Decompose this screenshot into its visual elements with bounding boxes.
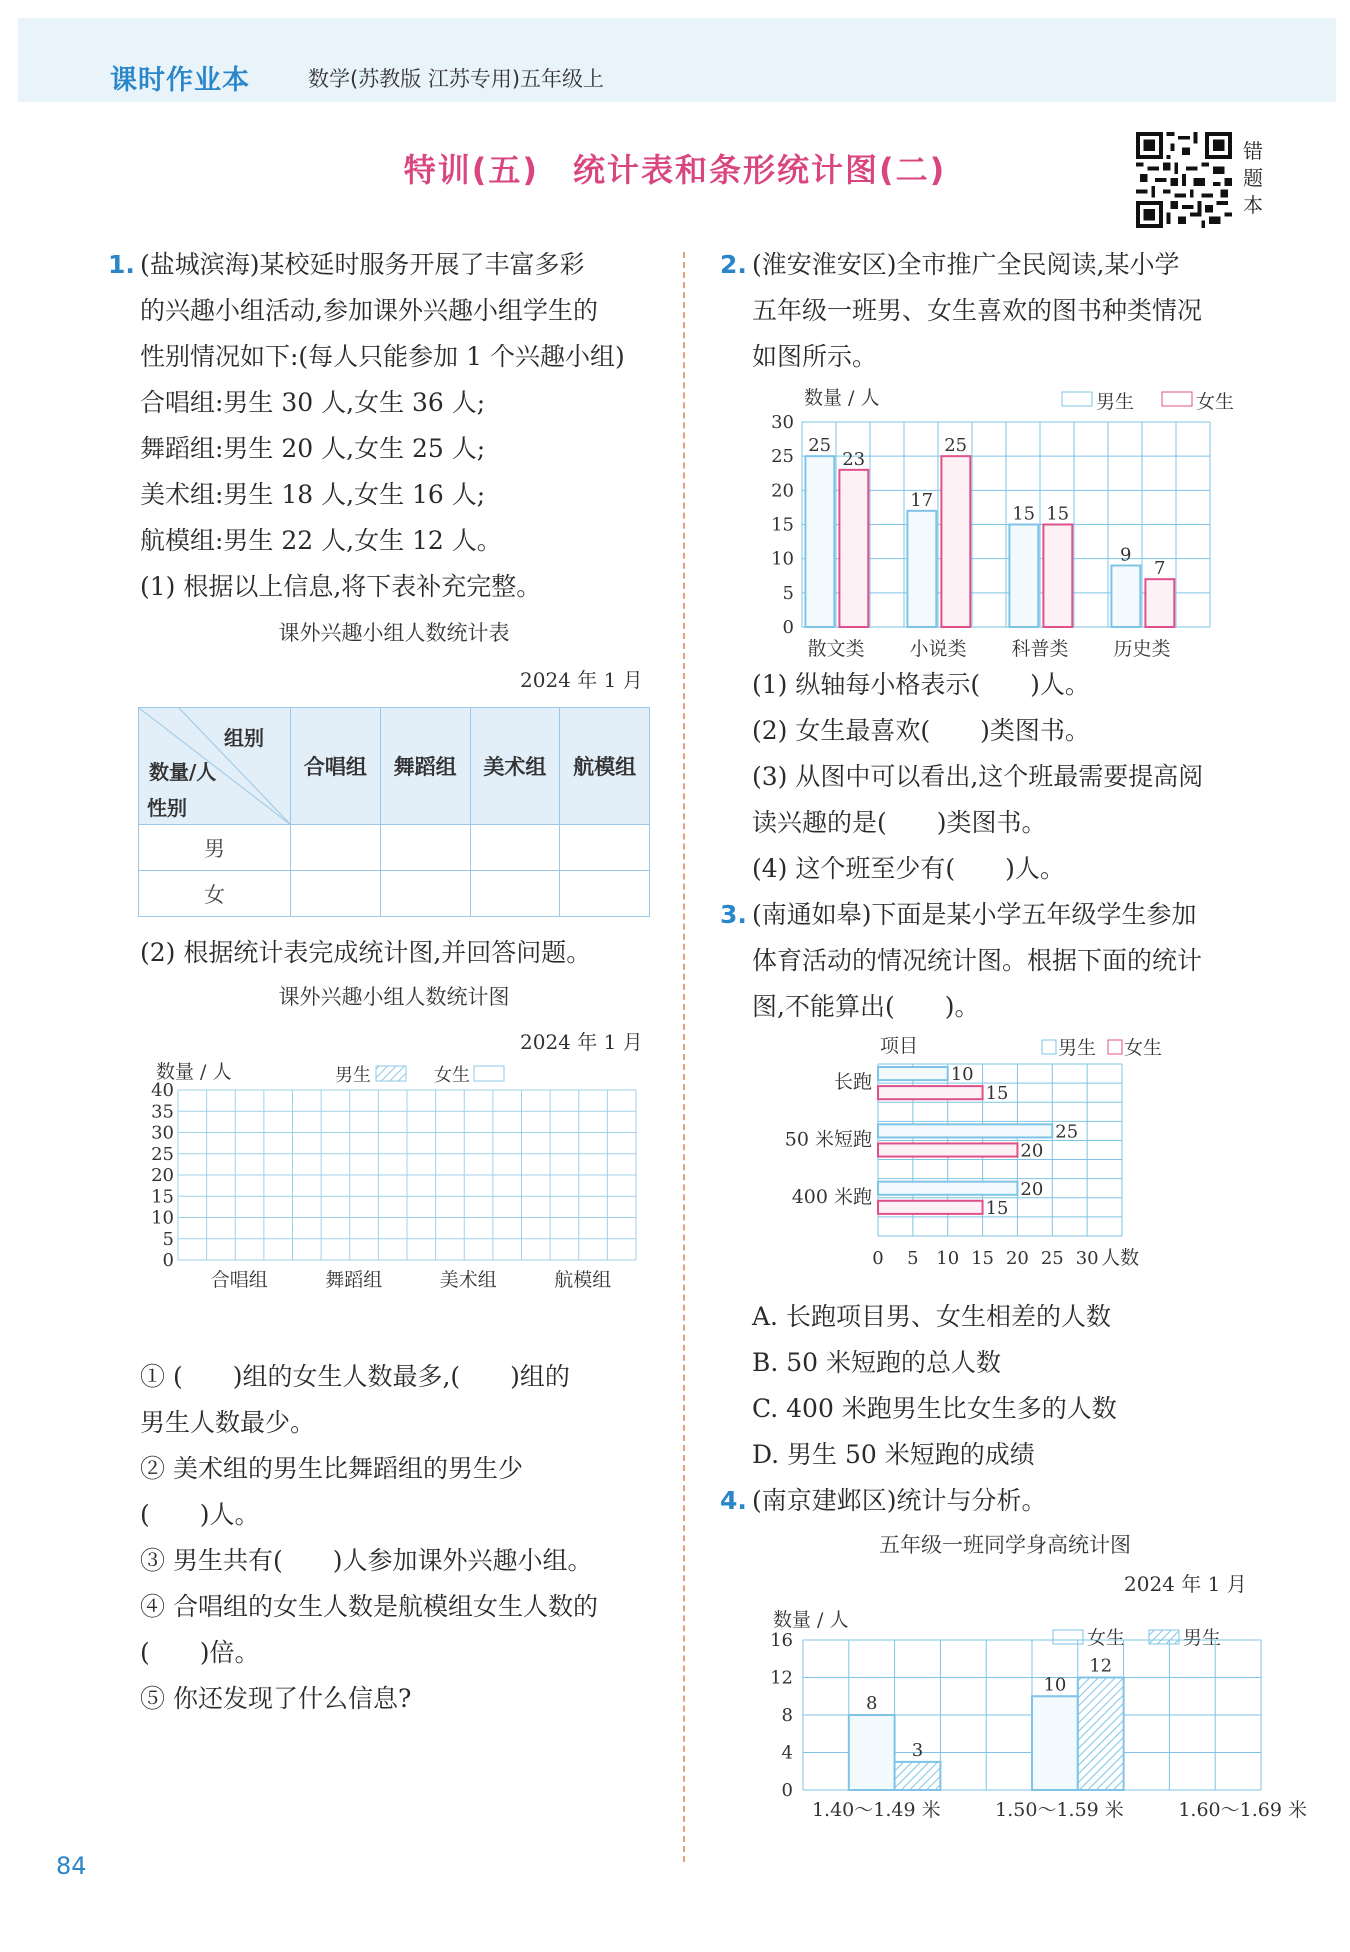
q1-answer: ② 美术组的男生比舞蹈组的男生少 [140, 1454, 523, 1483]
q2-line: 如图所示。 [752, 342, 878, 371]
table-blank-cell[interactable] [470, 825, 560, 871]
q3-line: 图,不能算出( )。 [752, 992, 980, 1021]
bar-value-label: 20 [1020, 1140, 1044, 1162]
y-tick-label: 15 [151, 1186, 174, 1208]
book-subtitle: 数学(苏教版 江苏专用)五年级上 [308, 67, 605, 91]
y-tick-label: 20 [151, 1165, 174, 1186]
qr-label: 错题本 [1243, 139, 1263, 217]
bar-male [1111, 566, 1140, 628]
bar-female [1145, 579, 1174, 627]
y-tick-label: 25 [771, 446, 794, 468]
bar-male [895, 1762, 941, 1790]
bar-value-label: 7 [1153, 558, 1166, 580]
y-tick-label: 4 [781, 1742, 793, 1764]
x-tick-label: 15 [971, 1248, 995, 1269]
x-tick-label: 1.60～1.69 米 [1178, 1799, 1308, 1821]
y-tick-label: 10 [151, 1207, 174, 1229]
x-tick-label: 1.50～1.59 米 [995, 1799, 1124, 1821]
bar-female [1043, 525, 1072, 628]
y-tick-label: 40 [151, 1080, 174, 1101]
bar-male [1009, 525, 1038, 628]
q1-answer: ( )人。 [140, 1500, 260, 1529]
bar-female [878, 1086, 983, 1099]
table-header-cell: 舞蹈组 [380, 708, 470, 825]
x-tick-label: 1.40～1.49 米 [811, 1799, 941, 1821]
q1-blank-chart[interactable] [130, 1060, 660, 1350]
brand-title: 课时作业本 [110, 65, 250, 96]
table-blank-cell[interactable] [560, 825, 650, 871]
bar-value-label: 9 [1119, 544, 1132, 566]
bar-male [907, 511, 936, 627]
bar-male [878, 1124, 1052, 1137]
y-tick-label: 400 米跑 [791, 1185, 872, 1208]
page-number: 84 [56, 1852, 87, 1880]
bar-female [878, 1201, 983, 1214]
q4-chart-title: 五年级一班同学身高统计图 [879, 1533, 1131, 1557]
table-row-label: 女 [139, 871, 291, 917]
q1-line: (盐城滨海)某校延时服务开展了丰富多彩 [140, 250, 585, 279]
q2-question: 读兴趣的是( )类图书。 [752, 808, 1047, 837]
x-tick-label: 舞蹈组 [325, 1269, 383, 1291]
legend-swatch-male [376, 1066, 406, 1081]
q1-table-date: 2024 年 1 月 [520, 668, 643, 692]
q1-chart-date: 2024 年 1 月 [520, 1030, 643, 1054]
q1-line: 性别情况如下:(每人只能参加 1 个兴趣小组) [140, 342, 625, 371]
x-tick-label: 10 [936, 1248, 960, 1269]
q2-question: (1) 纵轴每小格表示( )人。 [752, 670, 1090, 699]
table-blank-cell[interactable] [291, 871, 381, 917]
table-blank-cell[interactable] [291, 825, 381, 871]
bar-female [839, 470, 868, 627]
bar-value-label: 17 [910, 489, 934, 511]
bar-value-label: 25 [808, 435, 832, 457]
y-tick-label: 8 [781, 1705, 793, 1726]
y-tick-label: 5 [162, 1228, 174, 1250]
legend-label-female: 女生 [1196, 391, 1235, 413]
q2-question: (3) 从图中可以看出,这个班最需要提高阅 [752, 762, 1204, 791]
y-tick-label: 5 [782, 582, 794, 604]
corner-label-quantity: 数量/人 [149, 760, 217, 784]
table-corner-cell [139, 708, 291, 825]
legend-swatch-female [1108, 1040, 1122, 1054]
q3-chart [740, 1030, 1260, 1298]
bar-value-label: 3 [911, 1739, 924, 1761]
legend-label-male: 男生 [335, 1065, 371, 1086]
legend-label-male: 男生 [1096, 391, 1135, 413]
y-tick-label: 长跑 [833, 1071, 872, 1094]
table-blank-cell[interactable] [560, 871, 650, 917]
q2-question: (2) 女生最喜欢( )类图书。 [752, 716, 1090, 745]
q1-line: 美术组:男生 18 人,女生 16 人; [140, 480, 486, 509]
q1-part2: (2) 根据统计表完成统计图,并回答问题。 [140, 938, 592, 967]
q1-line: 航模组:男生 22 人,女生 12 人。 [140, 526, 502, 555]
y-tick-label: 30 [151, 1122, 174, 1144]
x-tick-label: 合唱组 [210, 1269, 268, 1291]
bar-value-label: 15 [985, 1197, 1009, 1219]
legend-swatch-male [1062, 392, 1092, 406]
q1-part1: (1) 根据以上信息,将下表补充完整。 [140, 572, 542, 601]
q3-number: 3. [720, 900, 747, 929]
bar-value-label: 23 [842, 448, 866, 470]
q1-line: 的兴趣小组活动,参加课外兴趣小组学生的 [140, 296, 598, 325]
y-tick-label: 12 [770, 1667, 793, 1689]
bar-value-label: 12 [1089, 1655, 1113, 1677]
q2-question: (4) 这个班至少有( )人。 [752, 854, 1065, 883]
bar-value-label: 15 [1012, 503, 1036, 525]
legend-label-male: 男生 [1183, 1627, 1222, 1649]
q3-option-a[interactable]: A. 长跑项目男、女生相差的人数 [752, 1302, 1111, 1331]
q1-line: 合唱组:男生 30 人,女生 36 人; [140, 388, 486, 417]
y-axis-label: 数量 / 人 [804, 387, 880, 409]
q3-line: 体育活动的情况统计图。根据下面的统计 [752, 946, 1203, 975]
q1-line: 舞蹈组:男生 20 人,女生 25 人; [140, 434, 486, 463]
bar-male [878, 1067, 948, 1080]
legend-label-female: 女生 [1087, 1627, 1126, 1649]
bar-female [878, 1143, 1017, 1156]
q4-chart-date: 2024 年 1 月 [1124, 1572, 1247, 1596]
legend-label-female: 女生 [434, 1065, 470, 1086]
q4-line: (南京建邺区)统计与分析。 [752, 1486, 1047, 1515]
bar-value-label: 25 [944, 435, 968, 457]
legend-swatch-male [1149, 1630, 1179, 1644]
bar-value-label: 25 [1055, 1121, 1079, 1143]
y-tick-label: 0 [162, 1250, 174, 1271]
x-tick-label: 25 [1040, 1248, 1064, 1269]
bar-value-label: 10 [950, 1064, 974, 1086]
q1-table-caption: 课外兴趣小组人数统计表 [278, 621, 510, 645]
legend-swatch-female [1162, 392, 1192, 406]
y-tick-label: 30 [771, 412, 794, 433]
legend-swatch-female [474, 1066, 504, 1081]
y-tick-label: 20 [771, 480, 794, 502]
legend-swatch-male [1042, 1040, 1056, 1054]
bar-male [878, 1182, 1017, 1195]
q3-line: (南通如皋)下面是某小学五年级学生参加 [752, 900, 1197, 929]
q2-chart [760, 380, 1260, 660]
page-title: 特训(五) 统计表和条形统计图(二) [403, 151, 947, 189]
y-tick-label: 50 米短跑 [784, 1128, 872, 1151]
bar-female [1032, 1696, 1078, 1790]
q4-number: 4. [720, 1486, 747, 1515]
y-tick-label: 25 [151, 1143, 174, 1165]
corner-label-group: 组别 [224, 726, 264, 750]
x-tick-label: 历史类 [1113, 638, 1171, 660]
y-tick-label: 0 [782, 617, 794, 638]
qr-code-icon[interactable] [1134, 132, 1234, 228]
y-tick-label: 15 [771, 514, 794, 536]
legend-label-male: 男生 [1058, 1037, 1097, 1059]
q2-line: (淮安淮安区)全市推广全民阅读,某小学 [752, 250, 1180, 279]
q1-answer: ⑤ 你还发现了什么信息? [140, 1684, 412, 1713]
bar-value-label: 15 [985, 1083, 1009, 1105]
bar-value-label: 15 [1046, 503, 1070, 525]
column-divider [683, 252, 685, 1862]
y-axis-label: 数量 / 人 [773, 1609, 849, 1631]
q1-answer: ① ( )组的女生人数最多,( )组的 [140, 1362, 570, 1391]
y-axis-label: 项目 [880, 1035, 919, 1057]
x-axis-label: 人数 [1101, 1247, 1140, 1269]
x-tick-label: 0 [872, 1248, 884, 1269]
table-blank-cell[interactable] [380, 825, 470, 871]
q3-option-d[interactable]: D. 男生 50 米短跑的成绩 [752, 1440, 1035, 1469]
bar-value-label: 20 [1020, 1178, 1044, 1200]
y-tick-label: 16 [770, 1630, 793, 1651]
x-tick-label: 科普类 [1011, 638, 1069, 660]
bar-male [1078, 1678, 1124, 1791]
q1-chart-title: 课外兴趣小组人数统计图 [278, 985, 510, 1009]
q4-chart [755, 1596, 1308, 1866]
table-blank-cell[interactable] [380, 871, 470, 917]
y-tick-label: 0 [781, 1780, 793, 1801]
q2-number: 2. [720, 250, 747, 279]
x-tick-label: 散文类 [807, 638, 865, 660]
y-axis-label: 数量 / 人 [156, 1061, 232, 1083]
q1-number: 1. [108, 250, 135, 279]
x-tick-label: 5 [907, 1248, 919, 1269]
x-tick-label: 航模组 [554, 1269, 612, 1291]
q3-option-c[interactable]: C. 400 米跑男生比女生多的人数 [752, 1394, 1117, 1423]
bar-female [941, 456, 970, 627]
q1-answer: 男生人数最少。 [140, 1408, 316, 1437]
table-row-label: 男 [139, 825, 291, 871]
legend-label-female: 女生 [1124, 1037, 1163, 1059]
x-tick-label: 美术组 [439, 1269, 497, 1291]
table-header-cell: 美术组 [470, 708, 560, 825]
table-header-cell: 合唱组 [291, 708, 381, 825]
q2-line: 五年级一班男、女生喜欢的图书种类情况 [752, 296, 1203, 325]
corner-label-gender: 性别 [147, 796, 187, 820]
table-header-cell: 航模组 [560, 708, 650, 825]
y-tick-label: 35 [151, 1101, 174, 1123]
x-tick-label: 20 [1005, 1248, 1029, 1269]
x-tick-label: 30 [1075, 1248, 1099, 1269]
bar-value-label: 10 [1043, 1674, 1067, 1696]
bar-male [805, 456, 834, 627]
bar-value-label: 8 [865, 1693, 878, 1714]
bar-female [849, 1715, 895, 1790]
q1-answer: ④ 合唱组的女生人数是航模组女生人数的 [140, 1592, 598, 1621]
q1-stat-table [138, 707, 650, 917]
q1-answer: ( )倍。 [140, 1638, 260, 1667]
x-tick-label: 小说类 [909, 638, 967, 660]
legend-swatch-female [1053, 1630, 1083, 1644]
q3-option-b[interactable]: B. 50 米短跑的总人数 [752, 1348, 1002, 1377]
table-blank-cell[interactable] [470, 871, 560, 917]
y-tick-label: 10 [771, 548, 794, 570]
q1-answer: ③ 男生共有( )人参加课外兴趣小组。 [140, 1546, 593, 1575]
